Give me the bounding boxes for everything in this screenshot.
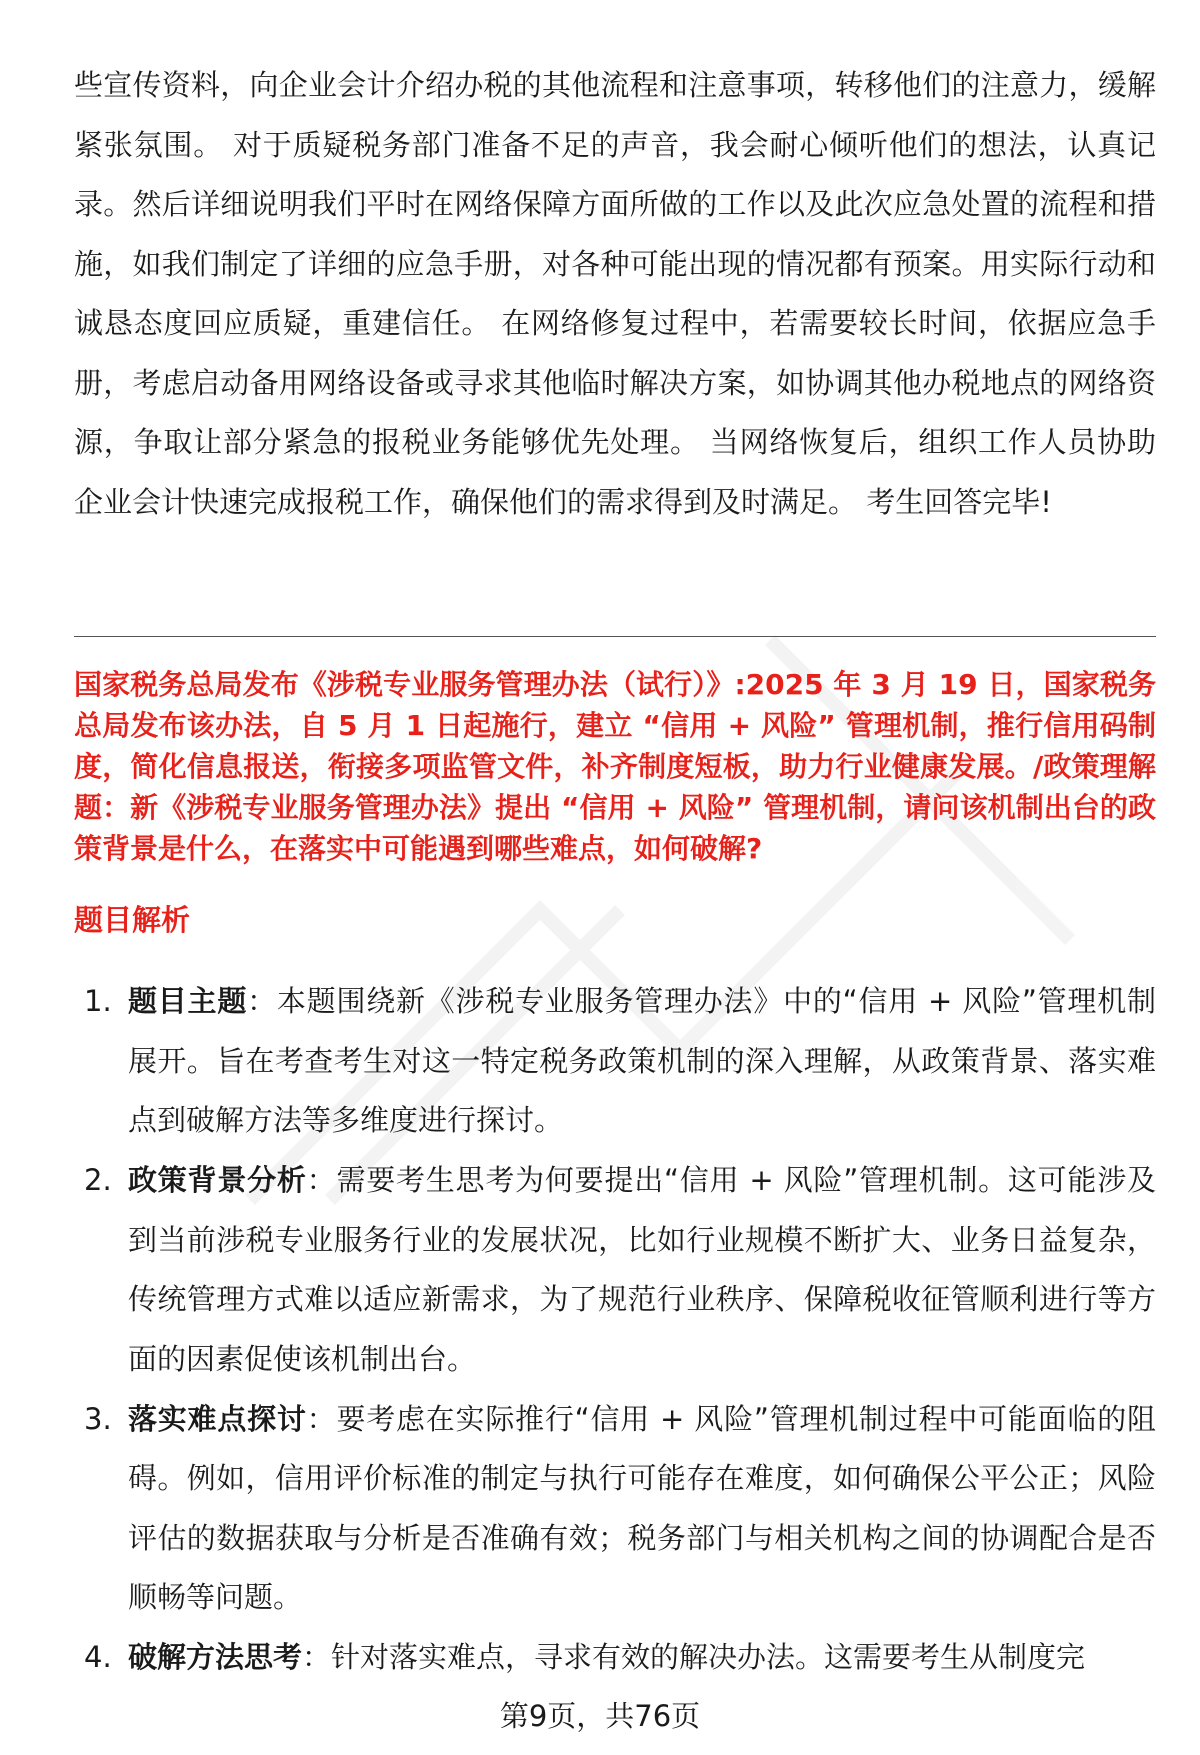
- list-item-number: 1.: [84, 984, 112, 1018]
- list-item-text: ：要考虑在实际推行“信用 + 风险”管理机制过程中可能面临的阻碍。例如，信用评价标准的制定与执行可能存在难度，如何确保公平公正；风险评估的数据获取与分析是否准确有效；税务部门与相关机构之间的协调配合是否顺畅等问题。: [128, 1401, 1156, 1614]
- list-item: [74, 1628, 1156, 1688]
- list-item: [74, 1151, 1156, 1389]
- list-item-number: 2.: [84, 1163, 112, 1197]
- list-item-term: 破解方法思考: [128, 1640, 303, 1674]
- list-item-number: 3.: [84, 1401, 112, 1436]
- analysis-list: [74, 972, 1156, 1688]
- list-item-term: 题目主题: [128, 984, 248, 1018]
- question-text: 国家税务总局发布《涉税专业服务管理办法（试行）》:2025 年 3 月 19 日，国家税务总局发布该办法，自 5 月 1 日起施行，建立 “信用 + 风险” 管理机制，推行信用码制度，简化信息报送，衔接多项监管文件，补齐制度短板，助力行业健康发展。/政策理解题：新《涉税专业服务管理办法》提出 “信用 + 风险” 管理机制，请问该机制出台的政策背景是什么，在落实中可能遇到哪些难点，如何破解?: [74, 668, 1156, 865]
- page-footer: 第9页，共76页: [499, 1699, 701, 1733]
- list-item-number: 4.: [84, 1640, 112, 1674]
- top-paragraph: 些宣传资料，向企业会计介绍办税的其他流程和注意事项，转移他们的注意力，缓解紧张氛围。 对于质疑税务部门准备不足的声音，我会耐心倾听他们的想法，认真记录。然后详细说明我们平时在网络保障方面所做的工作以及此次应急处置的流程和措施，如我们制定了详细的应急手册，对各种可能出现的情况都有预案。用实际行动和诚恳态度回应质疑，重建信任。 在网络修复过程中，若需要较长时间，依据应急手册，考虑启动备用网络设备或寻求其他临时解决方案，如协调其他办税地点的网络资源，争取让部分紧急的报税业务能够优先处理。 当网络恢复后，组织工作人员协助企业会计快速完成报税工作，确保他们的需求得到及时满足。 考生回答完毕!: [74, 68, 1156, 519]
- list-item-text: ：需要考生思考为何要提出“信用 + 风险”管理机制。这可能涉及到当前涉税专业服务行业的发展状况，比如行业规模不断扩大、业务日益复杂，传统管理方式难以适应新需求，为了规范行业秩序、保障税收征管顺利进行等方面的因素促使该机制出台。: [128, 1163, 1156, 1376]
- list-item: [74, 1390, 1156, 1628]
- list-item-term: 落实难点探讨: [128, 1401, 307, 1436]
- list-item: [74, 972, 1156, 1151]
- divider: [74, 636, 1156, 637]
- section-heading: 题目解析: [74, 903, 191, 937]
- list-item-term: 政策背景分析: [128, 1163, 307, 1197]
- top-paragraph-block: [74, 56, 1156, 532]
- list-item-text: ：针对落实难点，寻求有效的解决办法。这需要考生从制度完: [302, 1640, 1086, 1674]
- list-item-text: ：本题围绕新《涉税专业服务管理办法》中的“信用 + 风险”管理机制展开。旨在考查考生对这一特定税务政策机制的深入理解，从政策背景、落实难点到破解方法等多维度进行探讨。: [128, 984, 1156, 1137]
